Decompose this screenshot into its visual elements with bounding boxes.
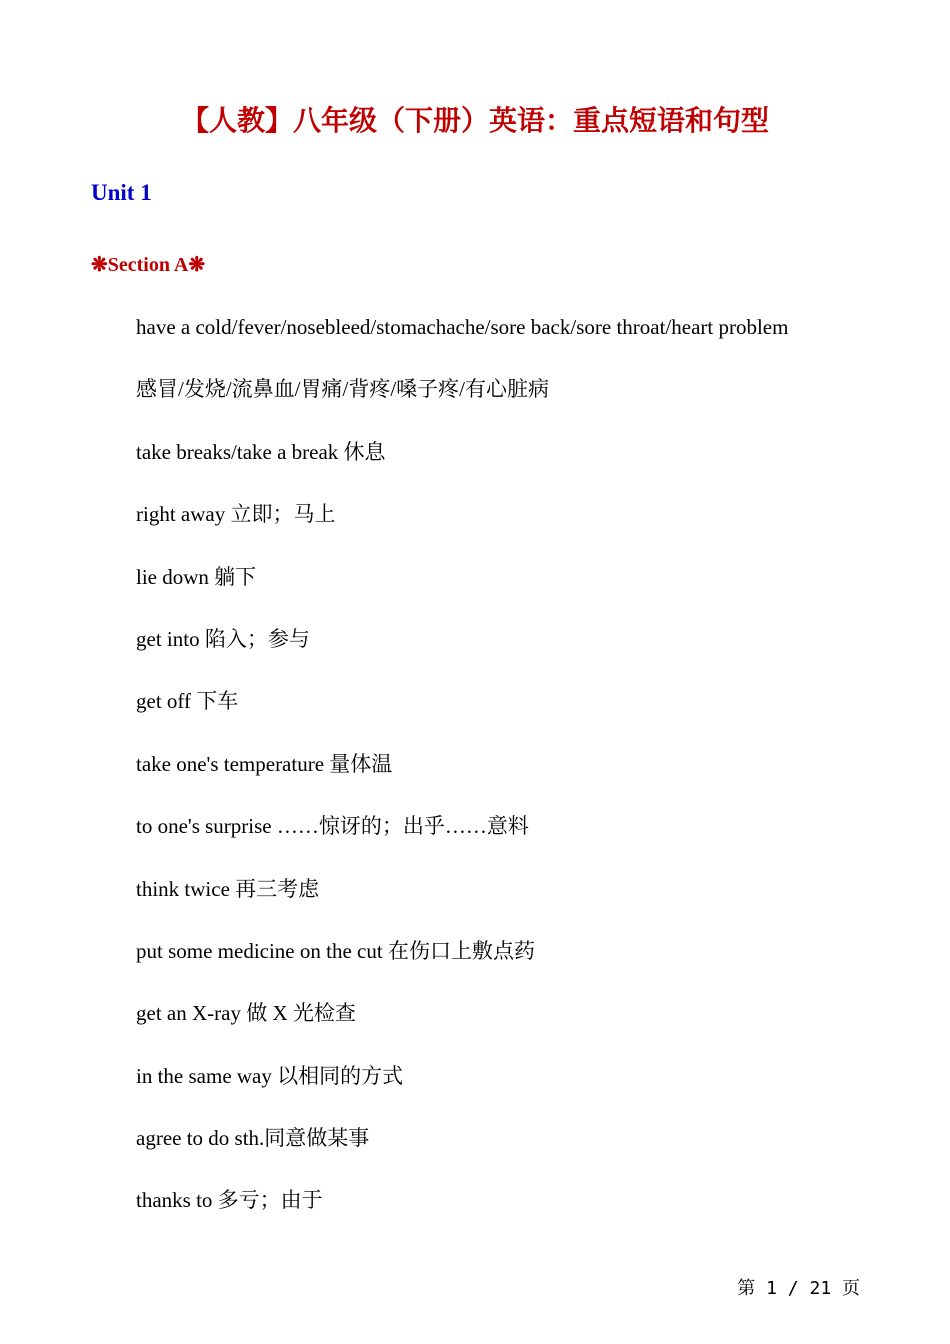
phrase-item: get into 陷入；参与: [136, 626, 310, 651]
phrase-item: think twice 再三考虑: [136, 876, 320, 901]
phrase-item: take one's temperature 量体温: [136, 751, 393, 776]
page-number: 第 1 / 21 页: [737, 1278, 860, 1299]
phrase-item: to one's surprise ……惊讶的；出乎……意料: [136, 814, 529, 839]
phrase-item: in the same way 以相同的方式: [136, 1063, 404, 1088]
phrase-item: lie down 躺下: [136, 564, 257, 589]
phrase-item: right away 立即；马上: [136, 502, 336, 527]
phrase-item: take breaks/take a break 休息: [136, 439, 386, 464]
phrase-list: [136, 312, 788, 1248]
phrase-item: get off 下车: [136, 689, 239, 714]
phrase-item: have a cold/fever/nosebleed/stomachache/sore back/sore throat/heart problem: [136, 315, 789, 339]
document-title: 【人教】八年级（下册）英语：重点短语和句型: [180, 106, 769, 137]
section-heading: ❋Section A❋: [91, 254, 206, 276]
phrase-item: agree to do sth.同意做某事: [136, 1126, 370, 1151]
unit-heading: Unit 1: [91, 180, 152, 205]
phrase-item: thanks to 多亏；由于: [136, 1188, 323, 1213]
phrase-item: get an X-ray 做 X 光检查: [136, 1001, 356, 1026]
phrase-item: 感冒/发烧/流鼻血/胃痛/背疼/嗓子疼/有心脏病: [136, 377, 550, 402]
phrase-item: put some medicine on the cut 在伤口上敷点药: [136, 938, 535, 963]
